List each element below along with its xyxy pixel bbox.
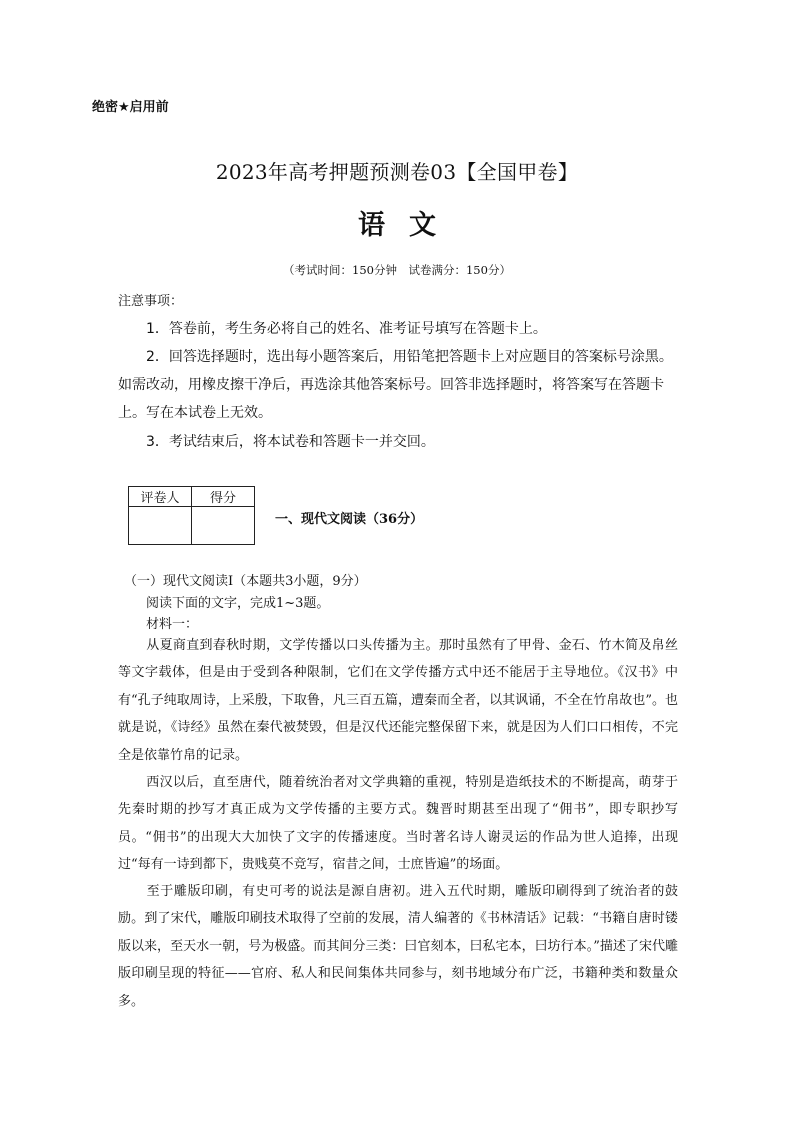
part-heading: （一）现代文阅读Ⅰ（本题共3小题，9分） [124, 574, 367, 589]
score-header: 得分 [192, 487, 255, 507]
grader-cell [129, 507, 192, 545]
note-item: 1．答卷前，考生务必将自己的姓名、准考证号填写在答题卡上。 [146, 321, 547, 337]
reading-instruction: 阅读下面的文字，完成1~3题。 [146, 596, 330, 611]
material-label: 材料一： [146, 617, 199, 632]
passage-paragraph: 从夏商直到春秋时期，文学传播以口头传播为主。那时虽然有了甲骨、金石、竹木简及帛丝等文字载体，但是由于受到各种限制，它们在文学传播方式中还不能居于主导地位。《汉书》中有“孔子纯取周诗，上采殷，下取鲁，凡三百五篇，遭秦而全者，以其讽诵，不全在竹帛故也”。也就是说，《诗经》虽然在秦代被焚毁，但是汉代还能完整保留下来，就是因为人们口口相传，不完全是依靠竹帛的记录。 [118, 638, 678, 763]
note-item: 3．考试结束后，将本试卷和答题卡一并交回。 [146, 434, 435, 450]
note-item: 2．回答选择题时，选出每小题答案后，用铅笔把答题卡上对应题目的答案标号涂黑。如需改动，用橡皮擦干净后，再选涂其他答案标号。回答非选择题时，将答案写在答题卡上。写在本试卷上无效。 [118, 349, 673, 421]
section-title: 一、现代文阅读（36分） [275, 512, 424, 527]
notes-title: 注意事项： [118, 294, 184, 309]
score-table [128, 486, 255, 545]
exam-info: （考试时间：150分钟 试卷满分：150分） [283, 263, 511, 277]
confidential-label: 绝密★启用前 [92, 100, 169, 115]
passage-paragraph: 至于雕版印刷，有史可考的说法是源自唐初。进入五代时期，雕版印刷得到了统治者的鼓励。到了宋代，雕版印刷技术取得了空前的发展，清人编著的《书林清话》记载：“书籍自唐时镂版以来，至天水一朝，号为极盛。而其间分三类：曰官刻本，曰私宅本，曰坊行本。”描述了宋代雕版印刷呈现的特征——官府、私人和民间集体共同参与，刻书地域分布广泛，书籍种类和数量众多。 [118, 884, 678, 1009]
subject-title: 语文 [358, 210, 460, 241]
exam-title: 2023年高考押题预测卷03【全国甲卷】 [215, 160, 579, 184]
passage-paragraph: 西汉以后，直至唐代，随着统治者对文学典籍的重视，特别是造纸技术的不断提高，萌芽于先秦时期的抄写才真正成为文学传播的主要方式。魏晋时期甚至出现了“佣书”，即专职抄写员。“佣书”的出现大大加快了文字的传播速度。当时著名诗人谢灵运的作品为世人追捧，出现过“每有一诗到都下，贵贱莫不竞写，宿昔之间，士庶皆遍”的场面。 [118, 775, 678, 873]
grader-header: 评卷人 [129, 487, 192, 507]
score-cell [192, 507, 255, 545]
